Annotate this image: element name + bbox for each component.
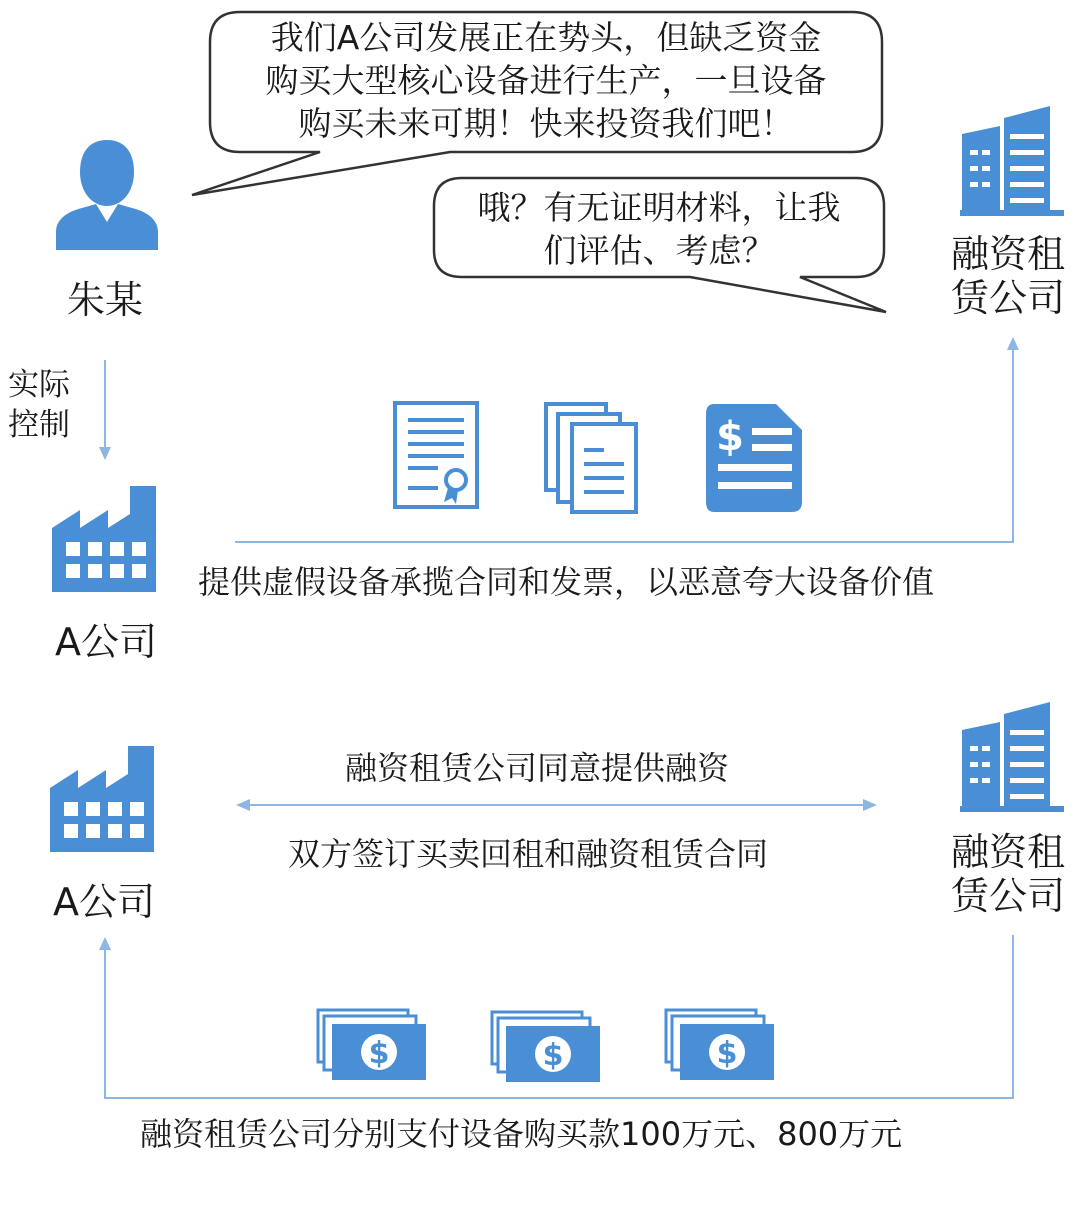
control-label — [8, 365, 88, 445]
documents-caption: 提供虚假设备承揽合同和发票，以恶意夸大设备价值 — [198, 563, 935, 601]
company-a-label-top: A公司 — [55, 620, 157, 664]
leasing-label-bottom — [938, 830, 1078, 918]
invoice-icon — [704, 402, 804, 514]
office-building-icon — [960, 104, 1064, 216]
person-label: 朱某 — [66, 278, 143, 322]
bubble-zhu-line-3: 购买未来可期！快来投资我们吧！ — [298, 104, 794, 143]
svg-text:$: $ — [716, 1036, 738, 1071]
money-stack-icon — [490, 1010, 602, 1084]
money-stack-icon — [316, 1008, 428, 1082]
svg-text:$: $ — [368, 1036, 390, 1071]
factory-icon — [48, 744, 160, 854]
certificate-icon — [392, 400, 482, 510]
company-a-label-bottom: A公司 — [53, 880, 155, 924]
bubble-zhu-line-1: 我们A公司发展正在势头，但缺乏资金 — [270, 18, 822, 57]
person-icon — [52, 138, 162, 250]
bubble-leasing-line-2: 们评估、考虑？ — [543, 231, 775, 270]
bubble-zhu-line-2: 购买大型核心设备进行生产，一旦设备 — [265, 61, 827, 100]
leasing-label-bottom-line-1: 融资租 — [950, 830, 1065, 874]
agree-caption: 融资租赁公司同意提供融资 — [345, 749, 730, 787]
factory-icon — [50, 484, 162, 594]
money-stack-icon — [664, 1008, 776, 1082]
office-building-icon — [960, 700, 1064, 812]
leasing-label-bottom-line-2: 赁公司 — [950, 874, 1065, 918]
documents-stack-icon — [544, 402, 640, 514]
bubble-leasing-text — [440, 186, 878, 272]
contract-caption: 双方签订买卖回租和融资租赁合同 — [288, 835, 769, 873]
control-label-line-1: 实际 — [8, 367, 70, 403]
leasing-label-top — [938, 232, 1078, 320]
leasing-label-top-line-2: 赁公司 — [950, 276, 1065, 320]
payment-caption: 融资租赁公司分别支付设备购买款100万元、800万元 — [140, 1115, 903, 1153]
svg-text:$: $ — [542, 1038, 564, 1073]
control-label-line-2: 控制 — [8, 407, 70, 443]
leasing-label-top-line-1: 融资租 — [950, 232, 1065, 276]
bubble-leasing-line-1: 哦？有无证明材料，让我 — [477, 188, 841, 227]
svg-text:$: $ — [716, 414, 744, 460]
